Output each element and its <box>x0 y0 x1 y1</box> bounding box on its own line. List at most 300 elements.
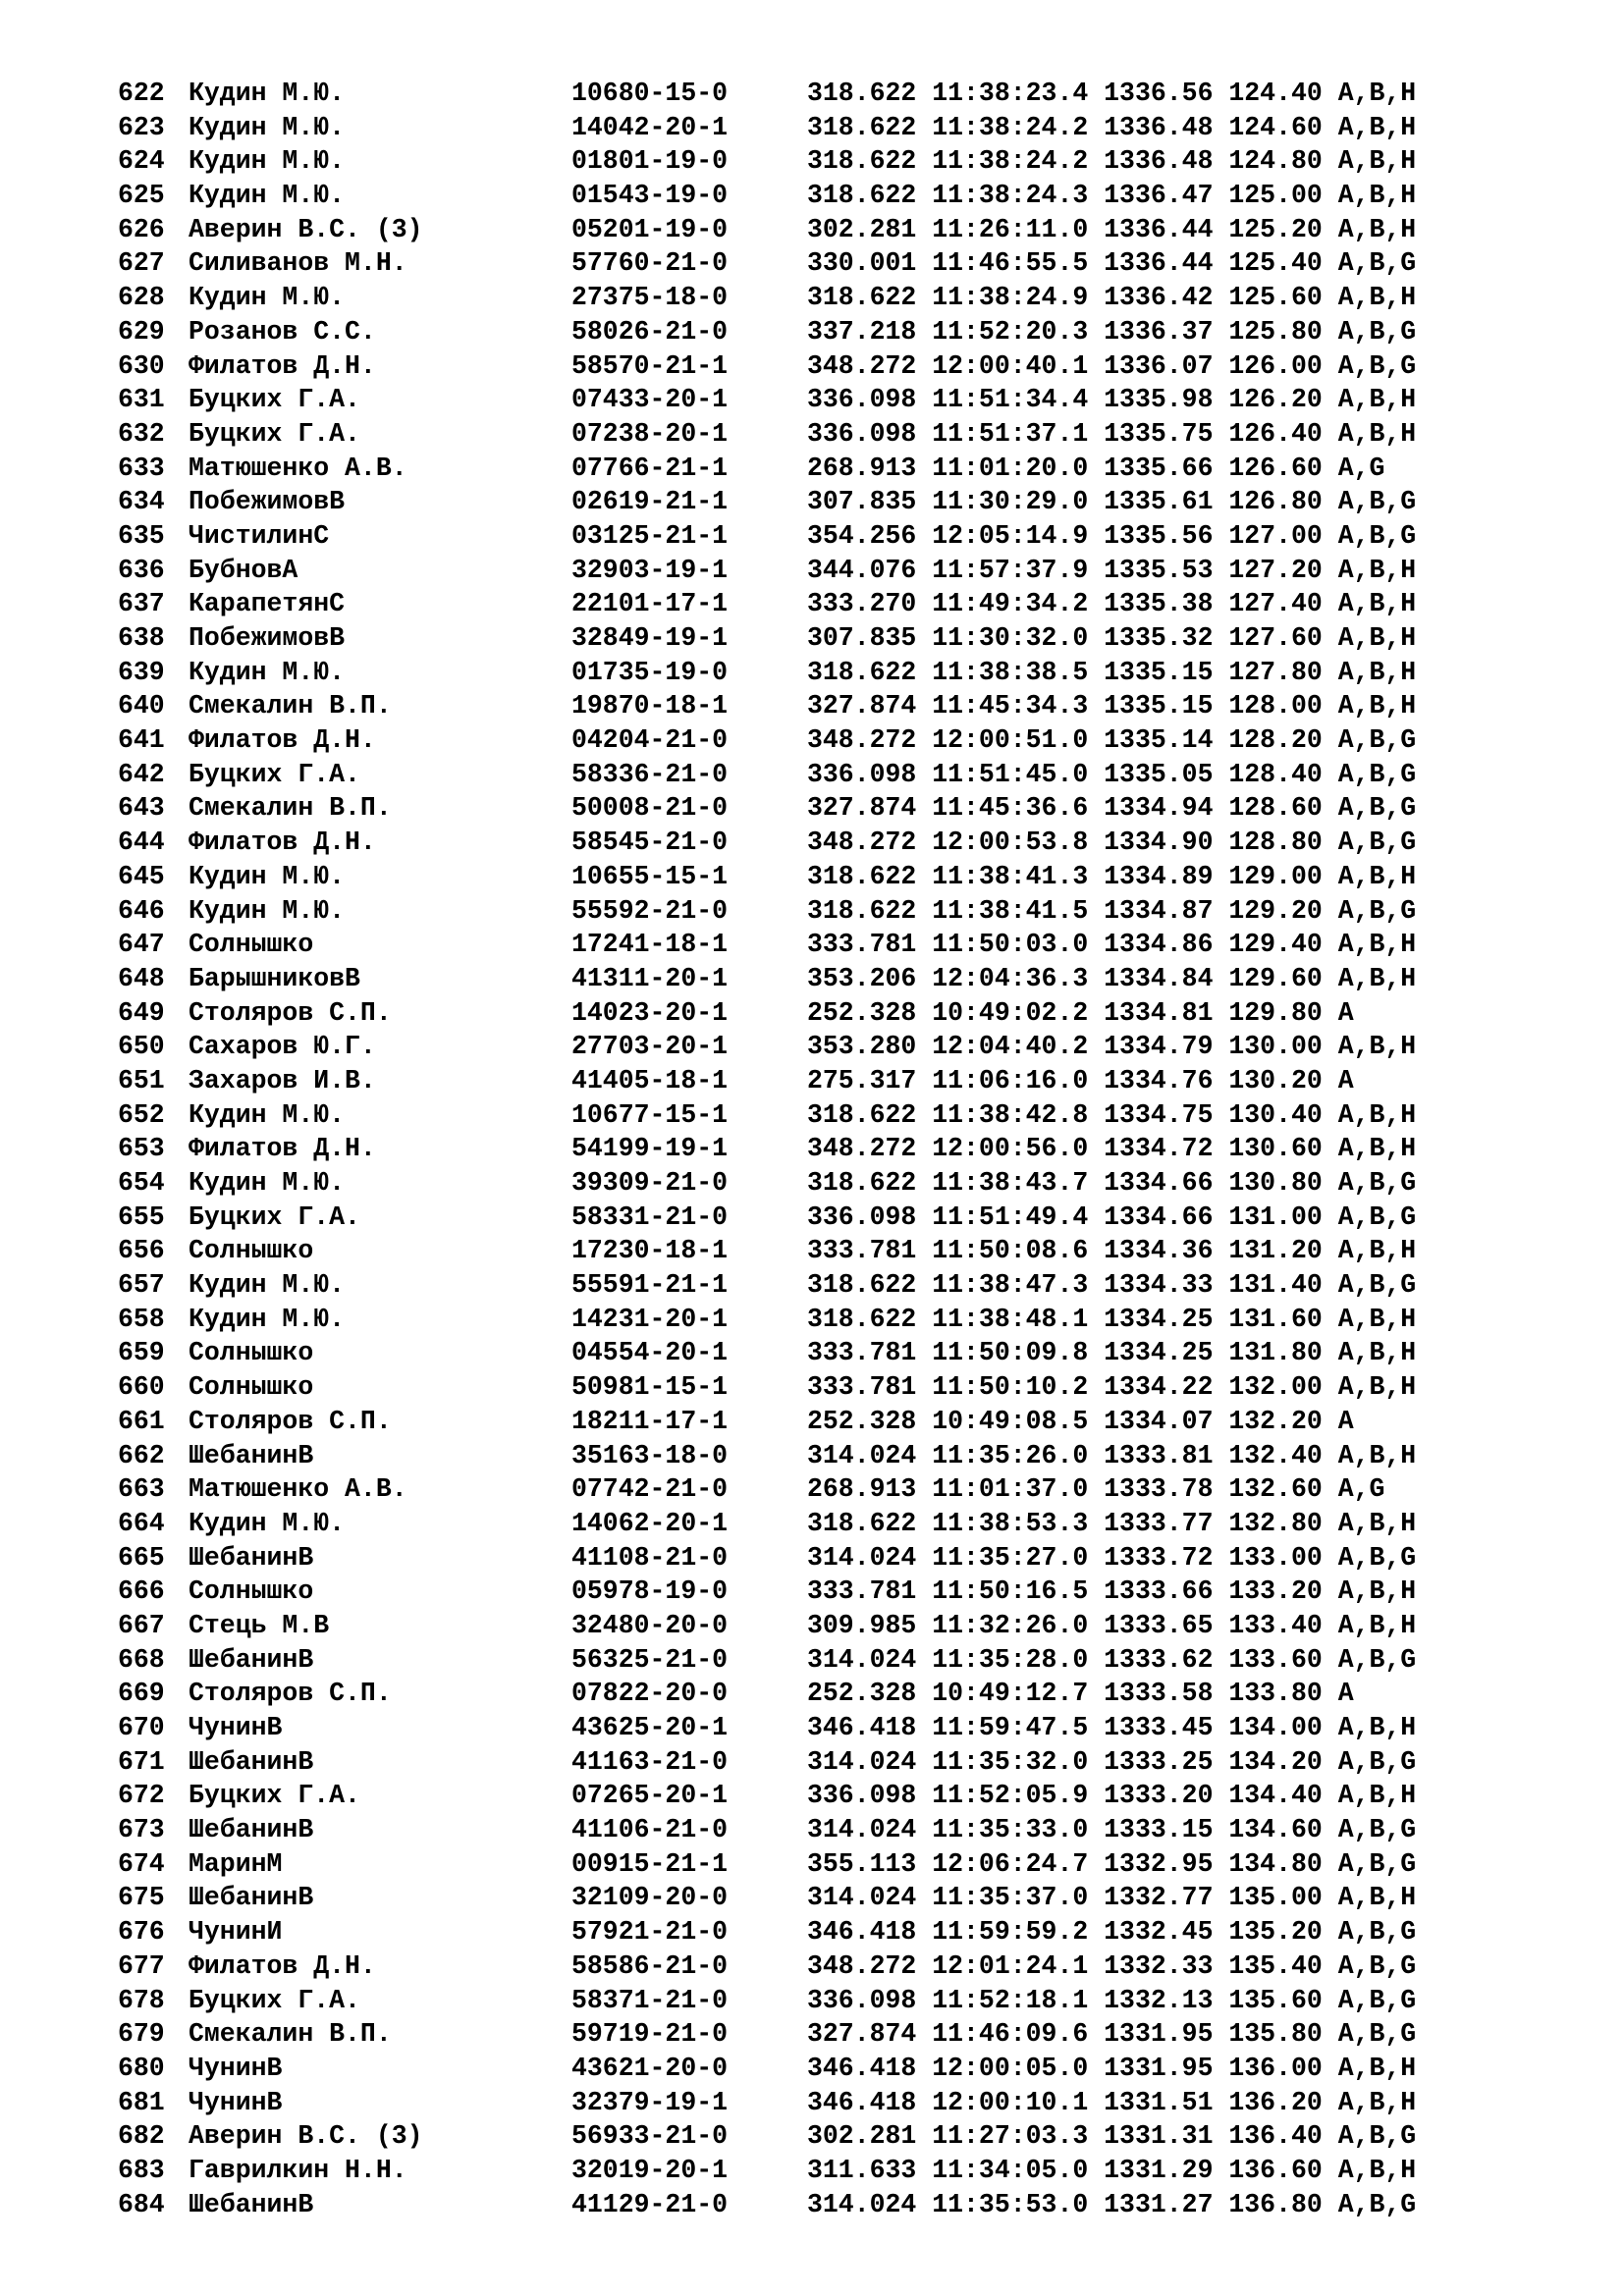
result-values: 307.835 11:30:32.0 1335.32 127.60 A,B,H <box>807 623 1417 653</box>
ring-id: 07265-20-1 <box>571 1781 729 1811</box>
row-number: 642 <box>118 759 165 789</box>
ring-id: 55592-21-0 <box>571 895 729 926</box>
ring-id: 10680-15-0 <box>571 79 729 108</box>
table-row <box>118 383 1532 417</box>
participant-name: Солнышко <box>189 1338 314 1368</box>
result-values: 318.622 11:38:42.8 1334.75 130.40 A,B,H <box>807 1099 1417 1130</box>
result-values: 333.270 11:49:34.2 1335.38 127.40 A,B,H <box>807 589 1417 619</box>
result-values: 337.218 11:52:20.3 1336.37 125.80 A,B,G <box>807 316 1417 347</box>
participant-name: Гаврилкин Н.Н. <box>189 2155 407 2185</box>
row-number: 678 <box>118 1985 165 2015</box>
participant-name: Кудин М.Ю. <box>189 895 346 926</box>
table-row <box>118 1098 1532 1133</box>
table-row <box>118 1711 1532 1745</box>
participant-name: Силиванов М.Н. <box>189 248 407 279</box>
result-values: 336.098 11:52:05.9 1333.20 134.40 A,B,H <box>807 1781 1417 1811</box>
participant-name: Филатов Д.Н. <box>189 725 376 756</box>
participant-name: Кудин М.Ю. <box>189 112 346 142</box>
table-row <box>118 689 1532 723</box>
row-number: 650 <box>118 1032 165 1062</box>
result-values: 327.874 11:46:09.6 1331.95 135.80 A,B,G <box>807 2019 1417 2050</box>
table-row <box>118 1575 1532 1609</box>
table-row <box>118 2119 1532 2154</box>
participant-name: Кудин М.Ю. <box>189 1508 346 1538</box>
table-row <box>118 1303 1532 1337</box>
participant-name: Смекалин В.П. <box>189 2019 392 2050</box>
row-number: 624 <box>118 146 165 177</box>
result-values: 348.272 12:01:24.1 1332.33 135.40 A,B,G <box>807 1950 1417 1981</box>
result-values: 354.256 12:05:14.9 1335.56 127.00 A,B,G <box>807 520 1417 551</box>
table-row <box>118 860 1532 894</box>
table-row <box>118 723 1532 758</box>
participant-name: Кудин М.Ю. <box>189 861 346 891</box>
participant-name: КарапетянС <box>189 589 346 619</box>
ring-id: 32019-20-1 <box>571 2155 729 2185</box>
participant-name: Буцких Г.А. <box>189 418 360 449</box>
table-row <box>118 1541 1532 1575</box>
table-row <box>118 179 1532 213</box>
table-row <box>118 1779 1532 1813</box>
participant-name: ЧунинВ <box>189 2087 283 2117</box>
ring-id: 58545-21-0 <box>571 828 729 858</box>
row-number: 660 <box>118 1372 165 1403</box>
table-row <box>118 213 1532 247</box>
row-number: 637 <box>118 589 165 619</box>
result-values: 327.874 11:45:36.6 1334.94 128.60 A,B,G <box>807 793 1417 824</box>
result-values: 252.328 10:49:02.2 1334.81 129.80 A <box>807 997 1354 1028</box>
row-number: 674 <box>118 1848 165 1879</box>
participant-name: Розанов С.С. <box>189 316 376 347</box>
table-row <box>118 281 1532 315</box>
result-values: 275.317 11:06:16.0 1334.76 130.20 A <box>807 1065 1354 1095</box>
table-row <box>118 1915 1532 1949</box>
ring-id: 57760-21-0 <box>571 248 729 279</box>
ring-id: 43625-20-1 <box>571 1713 729 1742</box>
result-values: 336.098 11:51:37.1 1335.75 126.40 A,B,H <box>807 418 1417 449</box>
row-number: 645 <box>118 861 165 891</box>
participant-name: Кудин М.Ю. <box>189 1304 346 1334</box>
result-values: 355.113 12:06:24.7 1332.95 134.80 A,B,G <box>807 1848 1417 1879</box>
ring-id: 59719-21-0 <box>571 2019 729 2050</box>
ring-id: 01801-19-0 <box>571 146 729 177</box>
ring-id: 32379-19-1 <box>571 2087 729 2117</box>
table-row <box>118 1166 1532 1201</box>
result-values: 348.272 12:00:56.0 1334.72 130.60 A,B,H <box>807 1134 1417 1164</box>
participant-name: Буцких Г.А. <box>189 1985 360 2015</box>
table-row <box>118 587 1532 621</box>
row-number: 653 <box>118 1134 165 1164</box>
row-number: 683 <box>118 2155 165 2185</box>
participant-name: Буцких Г.А. <box>189 1201 360 1232</box>
result-values: 346.418 12:00:05.0 1331.95 136.00 A,B,H <box>807 2053 1417 2083</box>
participant-name: Захаров И.В. <box>189 1065 376 1095</box>
participant-name: ПобежимовВ <box>189 623 346 653</box>
table-row <box>118 1234 1532 1268</box>
table-row <box>118 894 1532 929</box>
ring-id: 41106-21-0 <box>571 1815 729 1845</box>
participant-name: Столяров С.П. <box>189 997 392 1028</box>
row-number: 644 <box>118 828 165 858</box>
table-row <box>118 826 1532 860</box>
participant-name: ШебанинВ <box>189 1542 314 1573</box>
result-values: 318.622 11:38:24.2 1336.48 124.80 A,B,H <box>807 146 1417 177</box>
row-number: 662 <box>118 1440 165 1470</box>
result-values: 336.098 11:51:49.4 1334.66 131.00 A,B,G <box>807 1201 1417 1232</box>
result-values: 302.281 11:26:11.0 1336.44 125.20 A,B,H <box>807 214 1417 244</box>
row-number: 623 <box>118 112 165 142</box>
participant-name: Филатов Д.Н. <box>189 1134 376 1164</box>
result-values: 314.024 11:35:37.0 1332.77 135.00 A,B,H <box>807 1883 1417 1913</box>
row-number: 676 <box>118 1917 165 1948</box>
table-row <box>118 417 1532 452</box>
row-number: 675 <box>118 1883 165 1913</box>
row-number: 646 <box>118 895 165 926</box>
participant-name: Кудин М.Ю. <box>189 146 346 177</box>
ring-id: 27375-18-0 <box>571 283 729 313</box>
row-number: 632 <box>118 418 165 449</box>
table-row <box>118 1201 1532 1235</box>
ring-id: 07238-20-1 <box>571 418 729 449</box>
result-values: 318.622 11:38:43.7 1334.66 130.80 A,B,G <box>807 1168 1417 1198</box>
table-row <box>118 2188 1532 2222</box>
ring-id: 58570-21-1 <box>571 350 729 381</box>
result-values: 318.622 11:38:41.5 1334.87 129.20 A,B,G <box>807 895 1417 926</box>
table-row <box>118 2017 1532 2052</box>
ring-id: 32480-20-0 <box>571 1610 729 1640</box>
result-values: 346.418 11:59:59.2 1332.45 135.20 A,B,G <box>807 1917 1417 1948</box>
table-row <box>118 1439 1532 1473</box>
ring-id: 41405-18-1 <box>571 1065 729 1095</box>
ring-id: 17241-18-1 <box>571 930 729 960</box>
row-number: 669 <box>118 1679 165 1709</box>
row-number: 649 <box>118 997 165 1028</box>
table-row <box>118 1881 1532 1915</box>
row-number: 672 <box>118 1781 165 1811</box>
participant-name: Солнышко <box>189 1576 314 1607</box>
ring-id: 54199-19-1 <box>571 1134 729 1164</box>
ring-id: 43621-20-0 <box>571 2053 729 2083</box>
result-values: 252.328 10:49:08.5 1334.07 132.20 A <box>807 1406 1354 1436</box>
participant-name: Стець М.В <box>189 1610 330 1640</box>
ring-id: 05978-19-0 <box>571 1576 729 1607</box>
participant-name: ШебанинВ <box>189 2189 314 2219</box>
row-number: 684 <box>118 2189 165 2219</box>
row-number: 679 <box>118 2019 165 2050</box>
participant-name: ШебанинВ <box>189 1644 314 1675</box>
result-values: 318.622 11:38:24.2 1336.48 124.60 A,B,H <box>807 112 1417 142</box>
table-row <box>118 1030 1532 1064</box>
row-number: 651 <box>118 1065 165 1095</box>
table-row <box>118 1336 1532 1370</box>
table-row <box>118 1847 1532 1882</box>
result-values: 333.781 11:50:09.8 1334.25 131.80 A,B,H <box>807 1338 1417 1368</box>
row-number: 654 <box>118 1168 165 1198</box>
result-values: 348.272 12:00:40.1 1336.07 126.00 A,B,G <box>807 350 1417 381</box>
participant-name: Буцких Г.А. <box>189 759 360 789</box>
table-row <box>118 485 1532 519</box>
ring-id: 58336-21-0 <box>571 759 729 789</box>
participant-name: Кудин М.Ю. <box>189 181 346 211</box>
ring-id: 58586-21-0 <box>571 1950 729 1981</box>
ring-id: 07433-20-1 <box>571 385 729 415</box>
participant-name: Аверин В.С. (3) <box>189 2121 423 2152</box>
result-values: 318.622 11:38:23.4 1336.56 124.40 A,B,H <box>807 79 1417 108</box>
ring-id: 07742-21-0 <box>571 1474 729 1505</box>
table-row <box>118 1609 1532 1643</box>
participant-name: ШебанинВ <box>189 1440 314 1470</box>
participant-name: Солнышко <box>189 930 314 960</box>
table-row <box>118 1677 1532 1711</box>
participant-name: Кудин М.Ю. <box>189 1099 346 1130</box>
result-values: 314.024 11:35:32.0 1333.25 134.20 A,B,G <box>807 1746 1417 1777</box>
participant-name: Матюшенко А.В. <box>189 1474 407 1505</box>
row-number: 681 <box>118 2087 165 2117</box>
row-number: 677 <box>118 1950 165 1981</box>
result-values: 336.098 11:51:34.4 1335.98 126.20 A,B,H <box>807 385 1417 415</box>
participant-name: Смекалин В.П. <box>189 793 392 824</box>
participant-name: ЧистилинС <box>189 520 330 551</box>
ring-id: 27703-20-1 <box>571 1032 729 1062</box>
row-number: 629 <box>118 316 165 347</box>
result-values: 252.328 10:49:12.7 1333.58 133.80 A <box>807 1679 1354 1709</box>
result-values: 318.622 11:38:24.3 1336.47 125.00 A,B,H <box>807 181 1417 211</box>
result-values: 353.206 12:04:36.3 1334.84 129.60 A,B,H <box>807 963 1417 993</box>
participant-name: Кудин М.Ю. <box>189 79 346 108</box>
ring-id: 19870-18-1 <box>571 691 729 721</box>
result-values: 314.024 11:35:53.0 1331.27 136.80 A,B,G <box>807 2189 1417 2219</box>
participant-name: Буцких Г.А. <box>189 385 360 415</box>
participant-name: Солнышко <box>189 1236 314 1266</box>
ring-id: 55591-21-1 <box>571 1270 729 1301</box>
participant-name: БарышниковВ <box>189 963 360 993</box>
participant-name: Филатов Д.Н. <box>189 350 376 381</box>
row-number: 655 <box>118 1201 165 1232</box>
result-values: 318.622 11:38:48.1 1334.25 131.60 A,B,H <box>807 1304 1417 1334</box>
ring-id: 41311-20-1 <box>571 963 729 993</box>
table-row <box>118 1984 1532 2018</box>
ring-id: 03125-21-1 <box>571 520 729 551</box>
result-values: 309.985 11:32:26.0 1333.65 133.40 A,B,H <box>807 1610 1417 1640</box>
ring-id: 58371-21-0 <box>571 1985 729 2015</box>
table-row <box>118 246 1532 281</box>
result-values: 318.622 11:38:41.3 1334.89 129.00 A,B,H <box>807 861 1417 891</box>
ring-id: 14231-20-1 <box>571 1304 729 1334</box>
ring-id: 17230-18-1 <box>571 1236 729 1266</box>
row-number: 638 <box>118 623 165 653</box>
ring-id: 41163-21-0 <box>571 1746 729 1777</box>
table-row <box>118 1507 1532 1541</box>
table-row <box>118 2086 1532 2120</box>
ring-id: 57921-21-0 <box>571 1917 729 1948</box>
result-values: 314.024 11:35:27.0 1333.72 133.00 A,B,G <box>807 1542 1417 1573</box>
row-number: 631 <box>118 385 165 415</box>
participant-name: Столяров С.П. <box>189 1679 392 1709</box>
ring-id: 22101-17-1 <box>571 589 729 619</box>
participant-name: Столяров С.П. <box>189 1406 392 1436</box>
row-number: 680 <box>118 2053 165 2083</box>
table-row <box>118 656 1532 690</box>
row-number: 641 <box>118 725 165 756</box>
ring-id: 04204-21-0 <box>571 725 729 756</box>
row-number: 667 <box>118 1610 165 1640</box>
row-number: 647 <box>118 930 165 960</box>
result-values: 318.622 11:38:53.3 1333.77 132.80 A,B,H <box>807 1508 1417 1538</box>
result-values: 318.622 11:38:47.3 1334.33 131.40 A,B,G <box>807 1270 1417 1301</box>
row-number: 665 <box>118 1542 165 1573</box>
ring-id: 56933-21-0 <box>571 2121 729 2152</box>
table-row <box>118 519 1532 554</box>
ring-id: 50008-21-0 <box>571 793 729 824</box>
participant-name: ЧунинВ <box>189 1713 283 1742</box>
participant-name: Сахаров Ю.Г. <box>189 1032 376 1062</box>
result-values: 314.024 11:35:28.0 1333.62 133.60 A,B,G <box>807 1644 1417 1675</box>
result-values: 302.281 11:27:03.3 1331.31 136.40 A,B,G <box>807 2121 1417 2152</box>
row-number: 657 <box>118 1270 165 1301</box>
result-values: 314.024 11:35:26.0 1333.81 132.40 A,B,H <box>807 1440 1417 1470</box>
result-values: 336.098 11:51:45.0 1335.05 128.40 A,B,G <box>807 759 1417 789</box>
result-values: 318.622 11:38:38.5 1335.15 127.80 A,B,H <box>807 657 1417 687</box>
ring-id: 07766-21-1 <box>571 453 729 483</box>
result-values: 333.781 11:50:08.6 1334.36 131.20 A,B,H <box>807 1236 1417 1266</box>
result-values: 318.622 11:38:24.9 1336.42 125.60 A,B,H <box>807 283 1417 313</box>
result-values: 348.272 12:00:51.0 1335.14 128.20 A,B,G <box>807 725 1417 756</box>
result-values: 346.418 12:00:10.1 1331.51 136.20 A,B,H <box>807 2087 1417 2117</box>
result-values: 268.913 11:01:37.0 1333.78 132.60 A,G <box>807 1474 1385 1505</box>
table-row <box>118 1813 1532 1847</box>
ring-id: 01735-19-0 <box>571 657 729 687</box>
row-number: 658 <box>118 1304 165 1334</box>
table-row <box>118 2154 1532 2188</box>
table-row <box>118 1643 1532 1678</box>
ring-id: 04554-20-1 <box>571 1338 729 1368</box>
row-number: 630 <box>118 350 165 381</box>
row-number: 639 <box>118 657 165 687</box>
participant-name: ПобежимовВ <box>189 487 346 517</box>
ring-id: 58331-21-0 <box>571 1201 729 1232</box>
ring-id: 50981-15-1 <box>571 1372 729 1403</box>
participant-name: Кудин М.Ю. <box>189 283 346 313</box>
ring-id: 05201-19-0 <box>571 214 729 244</box>
result-values: 333.781 11:50:03.0 1334.86 129.40 A,B,H <box>807 930 1417 960</box>
table-row <box>118 791 1532 826</box>
row-number: 636 <box>118 555 165 585</box>
row-number: 648 <box>118 963 165 993</box>
ring-id: 56325-21-0 <box>571 1644 729 1675</box>
table-row <box>118 1472 1532 1507</box>
participant-name: Смекалин В.П. <box>189 691 392 721</box>
participant-name: ШебанинВ <box>189 1815 314 1845</box>
ring-id: 07822-20-0 <box>571 1679 729 1709</box>
result-values: 311.633 11:34:05.0 1331.29 136.60 A,B,H <box>807 2155 1417 2185</box>
participant-name: Буцких Г.А. <box>189 1781 360 1811</box>
participant-name: ШебанинВ <box>189 1746 314 1777</box>
result-values: 268.913 11:01:20.0 1335.66 126.60 A,G <box>807 453 1385 483</box>
table-row <box>118 1132 1532 1166</box>
row-number: 635 <box>118 520 165 551</box>
row-number: 622 <box>118 79 165 108</box>
participant-name: Солнышко <box>189 1372 314 1403</box>
participant-name: МаринМ <box>189 1848 283 1879</box>
ring-id: 41108-21-0 <box>571 1542 729 1573</box>
result-values: 330.001 11:46:55.5 1336.44 125.40 A,B,G <box>807 248 1417 279</box>
table-row <box>118 111 1532 145</box>
ring-id: 01543-19-0 <box>571 181 729 211</box>
result-values: 307.835 11:30:29.0 1335.61 126.80 A,B,G <box>807 487 1417 517</box>
participant-name: ЧунинИ <box>189 1917 283 1948</box>
row-number: 625 <box>118 181 165 211</box>
ring-id: 41129-21-0 <box>571 2189 729 2219</box>
result-values: 353.280 12:04:40.2 1334.79 130.00 A,B,H <box>807 1032 1417 1062</box>
ring-id: 10677-15-1 <box>571 1099 729 1130</box>
result-values: 344.076 11:57:37.9 1335.53 127.20 A,B,H <box>807 555 1417 585</box>
participant-name: Аверин В.С. (3) <box>189 214 423 244</box>
result-values: 348.272 12:00:53.8 1334.90 128.80 A,B,G <box>807 828 1417 858</box>
participant-name: Филатов Д.Н. <box>189 828 376 858</box>
participant-name: Матюшенко А.В. <box>189 453 407 483</box>
ring-id: 32109-20-0 <box>571 1883 729 1913</box>
ring-id: 10655-15-1 <box>571 861 729 891</box>
row-number: 659 <box>118 1338 165 1368</box>
table-row <box>118 1064 1532 1098</box>
table-row <box>118 1405 1532 1439</box>
table-row <box>118 1745 1532 1780</box>
ring-id: 35163-18-0 <box>571 1440 729 1470</box>
result-values: 314.024 11:35:33.0 1333.15 134.60 A,B,G <box>807 1815 1417 1845</box>
row-number: 634 <box>118 487 165 517</box>
table-row <box>118 452 1532 486</box>
row-number: 626 <box>118 214 165 244</box>
row-number: 670 <box>118 1713 165 1742</box>
ring-id: 18211-17-1 <box>571 1406 729 1436</box>
ring-id: 32849-19-1 <box>571 623 729 653</box>
ring-id: 02619-21-1 <box>571 487 729 517</box>
participant-name: ШебанинВ <box>189 1883 314 1913</box>
table-row <box>118 996 1532 1031</box>
table-row <box>118 77 1532 111</box>
participant-name: БубновА <box>189 555 298 585</box>
ring-id: 58026-21-0 <box>571 316 729 347</box>
row-number: 652 <box>118 1099 165 1130</box>
ring-id: 32903-19-1 <box>571 555 729 585</box>
table-row <box>118 2052 1532 2086</box>
result-values: 333.781 11:50:16.5 1333.66 133.20 A,B,H <box>807 1576 1417 1607</box>
row-number: 661 <box>118 1406 165 1436</box>
table-row <box>118 962 1532 996</box>
table-row <box>118 1268 1532 1303</box>
ring-id: 00915-21-1 <box>571 1848 729 1879</box>
ring-id: 39309-21-0 <box>571 1168 729 1198</box>
participant-name: Кудин М.Ю. <box>189 1270 346 1301</box>
participant-name: Кудин М.Ю. <box>189 1168 346 1198</box>
table-row <box>118 554 1532 588</box>
row-number: 640 <box>118 691 165 721</box>
results-listing <box>118 77 1532 2221</box>
table-row <box>118 1949 1532 1984</box>
row-number: 666 <box>118 1576 165 1607</box>
table-row <box>118 315 1532 349</box>
row-number: 656 <box>118 1236 165 1266</box>
result-values: 333.781 11:50:10.2 1334.22 132.00 A,B,H <box>807 1372 1417 1403</box>
table-row <box>118 144 1532 179</box>
table-row <box>118 349 1532 384</box>
row-number: 627 <box>118 248 165 279</box>
table-row <box>118 928 1532 962</box>
ring-id: 14062-20-1 <box>571 1508 729 1538</box>
table-row <box>118 1370 1532 1405</box>
table-row <box>118 621 1532 656</box>
result-values: 327.874 11:45:34.3 1335.15 128.00 A,B,H <box>807 691 1417 721</box>
row-number: 643 <box>118 793 165 824</box>
